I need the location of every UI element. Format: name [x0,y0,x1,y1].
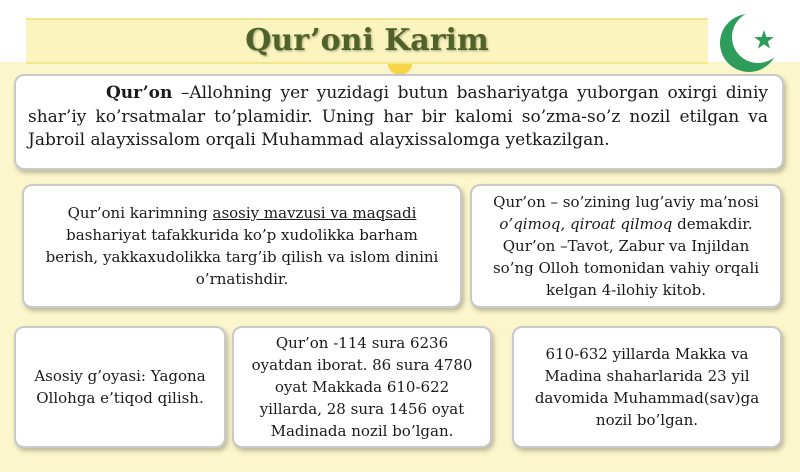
purpose-underlined: asosiy mavzusi va maqsadi [212,204,417,222]
purpose-box [22,184,462,308]
revelation-years-text: 610-632 yillarda Makka va Madina shaharlarida 23 yil davomida Muhammad(sav)ga nozil bo’lgan. [534,345,760,429]
meaning-box [470,184,782,308]
definition-term: Qur’on [106,83,173,103]
main-idea-box [14,326,226,448]
page-title: Qur’oni Karim [245,23,489,58]
meaning-suffix: demakdir. Qur’on –Tavot, Zabur va Injildan so’ng Olloh tomonidan vahiy orqali kelgan 4-ilohiy kitob. [492,215,760,299]
definition-text: –Allohning yer yuzidagi butun bashariyatga yuborgan oxirgi diniy shar’iy ko’rsatmalar to’plamidir. Uning har bir kalomi so’zma-so’z nozil etilgan va Jabroil alayxissalom orqali Muhammad alayxissalomga yetkazilgan. [28,83,768,150]
crescent-star-icon [716,10,782,76]
revelation-years-box [512,326,782,448]
surah-count-box [232,326,492,448]
purpose-suffix: bashariyat tafakkurida ko’p xudolikka barham berish, yakkaxudolikka targ’ib qilish va islom dinini o’rnatishdir. [45,226,439,288]
meaning-italic: o’qimoq, qiroat qilmoq [499,215,673,233]
purpose-paragraph [42,202,442,290]
purpose-prefix: Qur’oni karimning [67,204,213,222]
surah-count-text: Qur’on -114 sura 6236 oyatdan iborat. 86 sura 4780 oyat Makkada 610-622 yillarda, 28 sura 1456 oyat Madinada nozil bo’lgan. [251,334,473,440]
meaning-prefix: Qur’on – so’zining lug’aviy ma’nosi [493,193,759,211]
definition-paragraph [28,82,768,153]
meaning-paragraph [484,191,768,301]
definition-box [14,74,784,170]
main-idea-text: Asosiy g’oyasi: Yagona Ollohga e’tiqod qilish. [34,367,206,407]
